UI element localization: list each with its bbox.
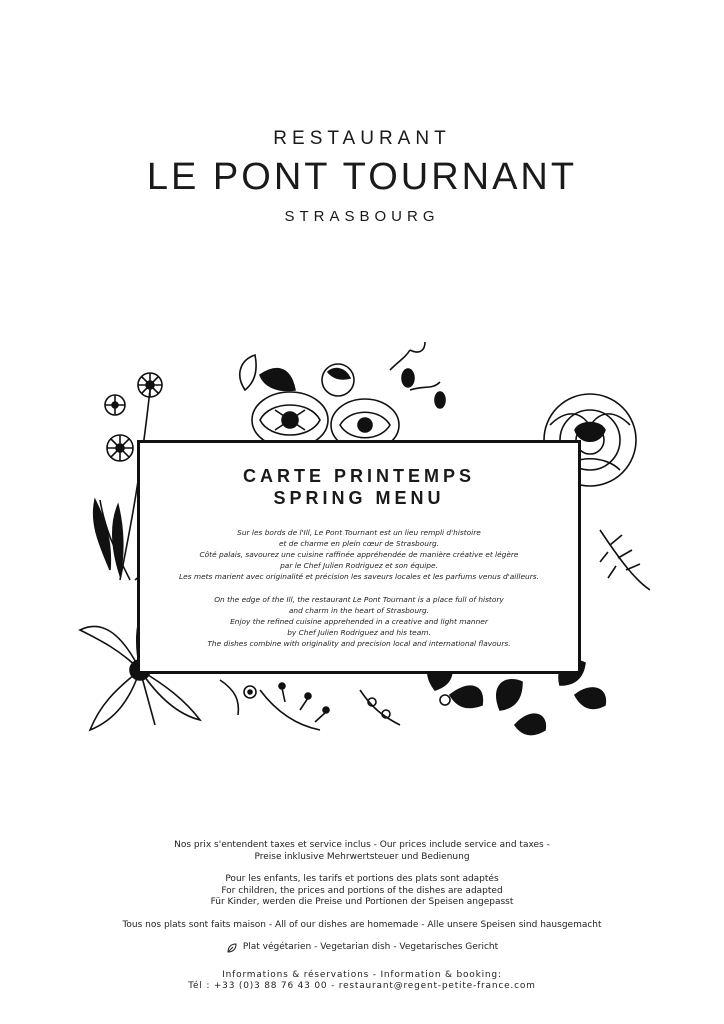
footer-notes (0, 840, 724, 993)
intro-fr-line: Les mets marient avec originalité et précision les saveurs locales et les parfums venus d'ailleurs. (179, 572, 539, 581)
prices-line: Nos prix s'entendent taxes et service inclus - Our prices include service and taxes - (174, 840, 550, 850)
restaurant-city: STRASBOURG (284, 208, 440, 225)
homemade-note: Tous nos plats sont faits maison - All of our dishes are homemade - Alle unsere Speisen sind hausgemacht (122, 919, 602, 930)
vegetarian-label: Plat végétarien - Vegetarian dish - Vegetarisches Gericht (242, 942, 499, 953)
intro-en-line: and charm in the heart of Strasbourg. (288, 606, 430, 615)
menu-title-fr: CARTE PRINTEMPS (242, 466, 475, 486)
prices-note (0, 840, 724, 863)
menu-intro-card (137, 440, 581, 674)
reservations-label: Informations & réservations - Information & booking: (222, 969, 502, 980)
menu-title-en: SPRING MENU (273, 488, 445, 508)
restaurant-kicker: RESTAURANT (273, 128, 451, 149)
restaurant-name: LE PONT TOURNANT (146, 156, 578, 198)
intro-en-line: by Chef Julien Rodriguez and his team. (287, 628, 431, 637)
intro-en-line: On the edge of the Ill, the restaurant Le Pont Tournant is a place full of history (214, 595, 504, 604)
intro-fr-line: Côté palais, savourez une cuisine raffinée appréhendée de manière créative et légère (199, 550, 519, 559)
intro-french (140, 527, 578, 582)
intro-fr-line: Sur les bords de l'Ill, Le Pont Tournant est un lieu rempli d'histoire (237, 528, 481, 537)
children-note (0, 874, 724, 909)
intro-en-line: Enjoy the refined cuisine apprehended in a creative and light manner (230, 617, 488, 626)
children-line: For children, the prices and portions of the dishes are adapted (221, 885, 503, 896)
menu-title (140, 465, 578, 509)
children-line: Für Kinder, werden die Preise und Portionen der Speisen angepasst (210, 897, 514, 907)
leaf-icon (226, 942, 238, 954)
prices-line: Preise inklusive Mehrwertsteuer und Bedienung (254, 851, 470, 862)
vegetarian-legend (0, 942, 724, 959)
intro-fr-line: et de charme en plein cœur de Strasbourg. (278, 539, 440, 548)
intro-english (140, 594, 578, 649)
contact-details: Tél : +33 (0)3 88 76 43 00 - restaurant@regent-petite-france.com (188, 981, 536, 991)
children-line: Pour les enfants, les tarifs et portions des plats sont adaptés (225, 874, 499, 884)
intro-fr-line: par le Chef Julien Rodriguez et son équipe. (280, 561, 438, 570)
intro-en-line: The dishes combine with originality and precision local and international flavours. (207, 639, 511, 648)
